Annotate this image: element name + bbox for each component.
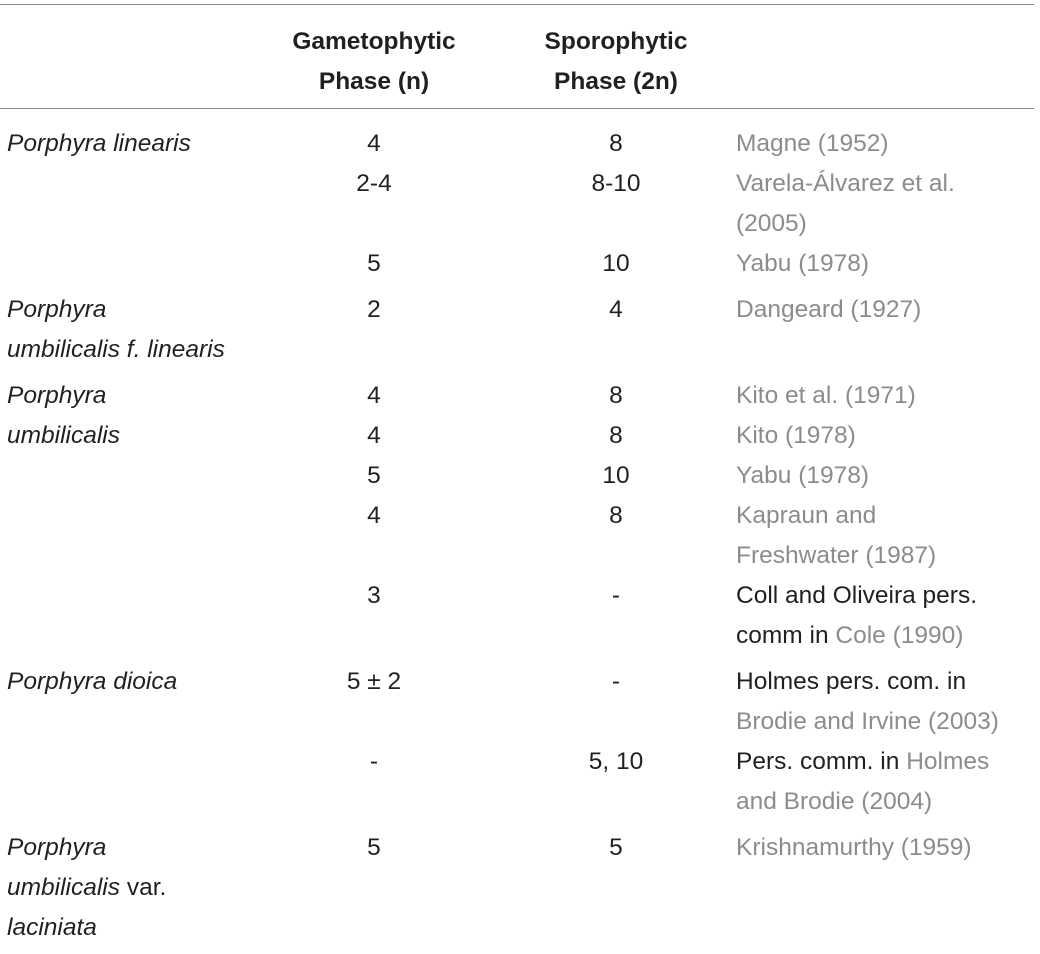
species-name-part: Porphyra dioica	[7, 668, 178, 695]
cell-sporophytic: 8	[609, 502, 623, 529]
species-name-line	[7, 662, 260, 702]
reference-line	[736, 782, 1036, 822]
header-sporophytic-phase	[476, 22, 756, 102]
reference-line	[736, 290, 1036, 330]
species-name-line	[7, 828, 260, 868]
header-sporophytic-line-2: Phase (2n)	[554, 68, 678, 95]
species-group	[0, 290, 1040, 370]
species-name	[0, 290, 260, 370]
cell-reference	[736, 416, 1036, 456]
species-name-part: umbilicalis f. linearis	[7, 336, 225, 363]
species-name	[0, 376, 260, 456]
species-name-line	[7, 416, 260, 456]
reference-link: Freshwater (1987)	[736, 542, 937, 569]
species-group	[0, 828, 1040, 948]
cell-sporophytic: 5, 10	[588, 748, 644, 775]
species-name-part: laciniata	[7, 914, 97, 941]
cell-reference	[736, 376, 1036, 416]
species-name-part: Porphyra	[7, 296, 107, 323]
table-row	[0, 496, 1040, 576]
reference-link: Varela-Álvarez et al.	[736, 170, 955, 197]
species-name-part: var.	[120, 874, 167, 901]
reference-line	[736, 244, 1036, 284]
group-gap	[0, 948, 1040, 954]
cell-gametophytic: 3	[367, 582, 381, 609]
reference-line	[736, 204, 1036, 244]
table-row	[0, 742, 1040, 822]
reference-link: Kito (1978)	[736, 422, 856, 449]
cell-reference	[736, 244, 1036, 284]
reference-line	[736, 164, 1036, 204]
reference-text: comm in	[736, 622, 836, 649]
reference-link: Yabu (1978)	[736, 462, 870, 489]
cell-gametophytic: 4	[367, 382, 381, 409]
reference-link: Kito et al. (1971)	[736, 382, 916, 409]
species-group	[0, 376, 1040, 656]
table-row	[0, 576, 1040, 656]
cell-gametophytic: 4	[367, 502, 381, 529]
cell-gametophytic: 4	[367, 130, 381, 157]
cell-gametophytic: 2-4	[356, 170, 392, 197]
reference-line	[736, 702, 1036, 742]
cell-sporophytic: 8	[609, 382, 623, 409]
reference-link: (2005)	[736, 210, 807, 237]
cell-sporophytic: 8-10	[591, 170, 641, 197]
reference-line	[736, 124, 1036, 164]
header-gametophytic-phase	[234, 22, 514, 102]
header-gametophytic-line-2: Phase (n)	[318, 68, 430, 95]
cell-reference	[736, 164, 1036, 244]
cell-reference	[736, 662, 1036, 742]
species-name	[0, 124, 260, 164]
reference-line	[736, 496, 1036, 536]
header-sporophytic-line-1: Sporophytic	[544, 28, 688, 55]
cell-gametophytic: -	[369, 748, 379, 775]
reference-link: Holmes	[906, 748, 990, 775]
cell-gametophytic: 5 ± 2	[346, 668, 402, 695]
species-name-line	[7, 290, 260, 330]
reference-line	[736, 742, 1036, 782]
cell-sporophytic: 10	[602, 250, 630, 277]
reference-text: Holmes pers. com. in	[736, 668, 967, 695]
reference-link: Cole (1990)	[835, 622, 964, 649]
species-name-part: Porphyra linearis	[7, 130, 191, 157]
reference-text: Pers. comm. in	[736, 748, 907, 775]
reference-link: Kapraun and	[736, 502, 877, 529]
species-group	[0, 662, 1040, 822]
cell-reference	[736, 124, 1036, 164]
cell-gametophytic: 2	[367, 296, 381, 323]
cell-reference	[736, 496, 1036, 576]
cell-gametophytic: 5	[367, 250, 381, 277]
cell-sporophytic: -	[611, 668, 621, 695]
reference-line	[736, 376, 1036, 416]
cell-gametophytic: 5	[367, 462, 381, 489]
species-name-line	[7, 868, 260, 908]
table-header	[0, 22, 1040, 102]
reference-line	[736, 616, 1036, 656]
table-header-rule	[0, 108, 1034, 109]
cell-reference	[736, 742, 1036, 822]
species-group	[0, 124, 1040, 284]
species-name-line	[7, 124, 260, 164]
species-name-part: Porphyra	[7, 834, 107, 861]
species-name-line	[7, 376, 260, 416]
species-name-line	[7, 908, 260, 948]
cell-sporophytic: 10	[602, 462, 630, 489]
cell-sporophytic: -	[611, 582, 621, 609]
cell-sporophytic: 4	[609, 296, 623, 323]
species-name	[0, 662, 260, 702]
reference-line	[736, 662, 1036, 702]
table-row	[0, 164, 1040, 244]
cell-reference	[736, 828, 1036, 868]
cell-reference	[736, 290, 1036, 330]
reference-link: Dangeard (1927)	[736, 296, 922, 323]
reference-line	[736, 416, 1036, 456]
table-row	[0, 456, 1040, 496]
table-body	[0, 124, 1040, 954]
reference-link: Krishnamurthy (1959)	[736, 834, 972, 861]
cell-reference	[736, 456, 1036, 496]
species-name-line	[7, 330, 260, 370]
cell-reference	[736, 576, 1036, 656]
table-top-rule	[0, 4, 1034, 5]
species-name-part: Porphyra	[7, 382, 107, 409]
cell-gametophytic: 5	[367, 834, 381, 861]
reference-link: and Brodie (2004)	[736, 788, 933, 815]
cell-sporophytic: 5	[609, 834, 623, 861]
cell-sporophytic: 8	[609, 422, 623, 449]
reference-text: Coll and Oliveira pers.	[736, 582, 978, 609]
reference-line	[736, 456, 1036, 496]
reference-line	[736, 576, 1036, 616]
reference-line	[736, 828, 1036, 868]
reference-link: Brodie and Irvine (2003)	[736, 708, 999, 735]
reference-link: Magne (1952)	[736, 130, 889, 157]
table-row	[0, 244, 1040, 284]
species-name-part: umbilicalis	[7, 874, 121, 901]
reference-link: Yabu (1978)	[736, 250, 870, 277]
cell-sporophytic: 8	[609, 130, 623, 157]
header-gametophytic-line-1: Gametophytic	[292, 28, 456, 55]
cell-gametophytic: 4	[367, 422, 381, 449]
species-name	[0, 828, 260, 948]
species-name-part: umbilicalis	[7, 422, 121, 449]
reference-line	[736, 536, 1036, 576]
